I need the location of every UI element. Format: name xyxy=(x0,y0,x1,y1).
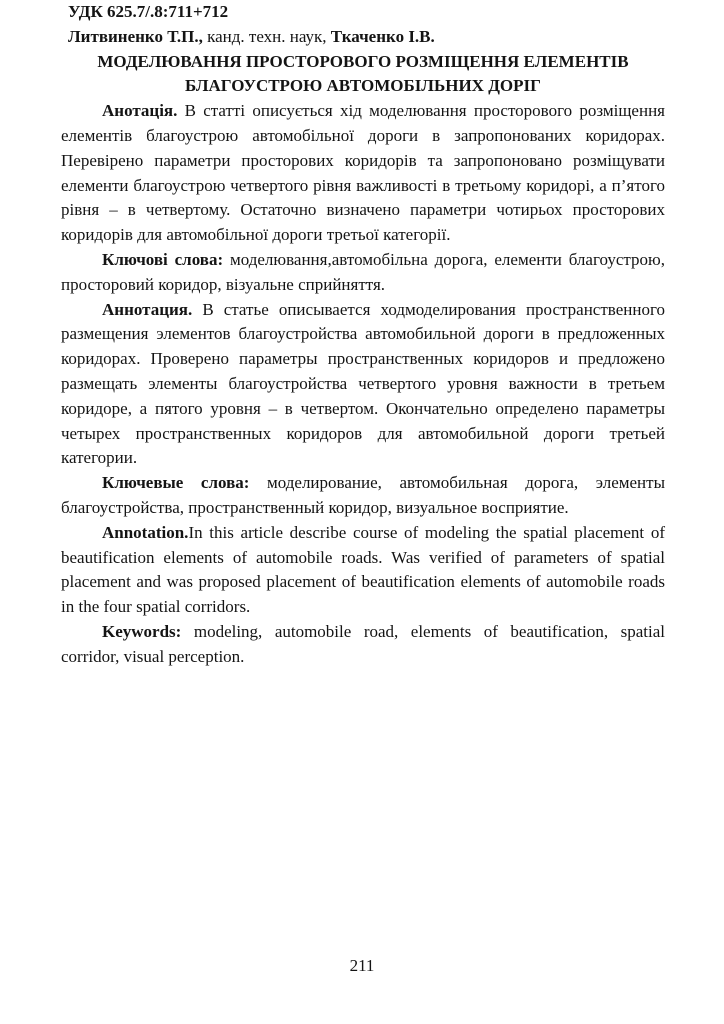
paper-title-line-2: БЛАГОУСТРОЮ АВТОМОБІЛЬНИХ ДОРІГ xyxy=(185,76,541,96)
keywords-en-label: Keywords: xyxy=(102,621,182,641)
keywords-uk-text: моделювання,автомобільна дорога, елементи благоустрою, просторовий коридор, візуальне сприйняття. xyxy=(61,249,665,294)
keywords-ru-text: моделирование, автомобильная дорога, элементы благоустройства, пространственный коридор, визуальное восприятие. xyxy=(61,473,666,517)
abstract-ru xyxy=(61,298,665,472)
abstract-en xyxy=(61,521,665,620)
keywords-ru xyxy=(61,471,665,521)
keywords-ru-label: Ключевые слова: xyxy=(102,473,250,493)
page-number: 211 xyxy=(349,956,375,975)
keywords-uk-label: Ключові слова: xyxy=(102,249,224,269)
abstract-uk xyxy=(61,99,665,248)
authors-line xyxy=(61,25,665,50)
keywords-en-text: modeling, automobile road, elements of beautification, spatial corridor, visual perception. xyxy=(61,621,665,666)
paper-title xyxy=(61,50,665,100)
abstract-en-label: Annotation. xyxy=(102,522,189,542)
author-name-2: Ткаченко І.В. xyxy=(330,26,435,46)
abstract-uk-text: В статті описується хід моделювання просторового розміщення елементів благоустрою автомобільної дороги в запропонованих коридорах. Перевірено параметри просторових коридорів та запропоновано розміщувати елементи благоустрою четвертого рівня важливості в третьому коридорі, а п’ятого рівня – в четвертому. Остаточно визначено параметри чотирьох просторових коридорів для автомобільної дороги третьої категорії. xyxy=(61,101,665,245)
paper-title-line-1: МОДЕЛЮВАННЯ ПРОСТОРОВОГО РОЗМІЩЕННЯ ЕЛЕМЕНТІВ xyxy=(97,51,629,71)
abstract-ru-text: В статье описывается ходмоделирования пространственного размещения элементов благоустройства автомобильной дороги в предложенных коридорах. Проверено параметры пространственных коридоров и предложено размещать элементы благоустройства четвертого уровня важности в третьем коридоре, а пятого уровня – в четвертом. Окончательно определено параметры четырех пространственных коридоров для автомобильной дороги третьей категории. xyxy=(61,299,665,468)
author-degree: канд. техн. наук, xyxy=(202,26,331,46)
udc-line: УДК 625.7/.8:711+712 xyxy=(68,2,229,21)
abstract-en-text: In this article describe course of modeling the spatial placement of beautification elements of automobile roads. Was verified of parameters of spatial placement and was proposed placement of beautification elements of automobile roads in the four spatial corridors. xyxy=(61,522,665,617)
keywords-uk xyxy=(61,248,665,298)
text-block xyxy=(61,0,665,670)
abstract-ru-label: Аннотация. xyxy=(102,299,193,319)
author-name-1: Литвиненко Т.П., xyxy=(68,26,203,46)
abstract-uk-label: Анотація. xyxy=(102,101,178,121)
keywords-en xyxy=(61,620,665,670)
